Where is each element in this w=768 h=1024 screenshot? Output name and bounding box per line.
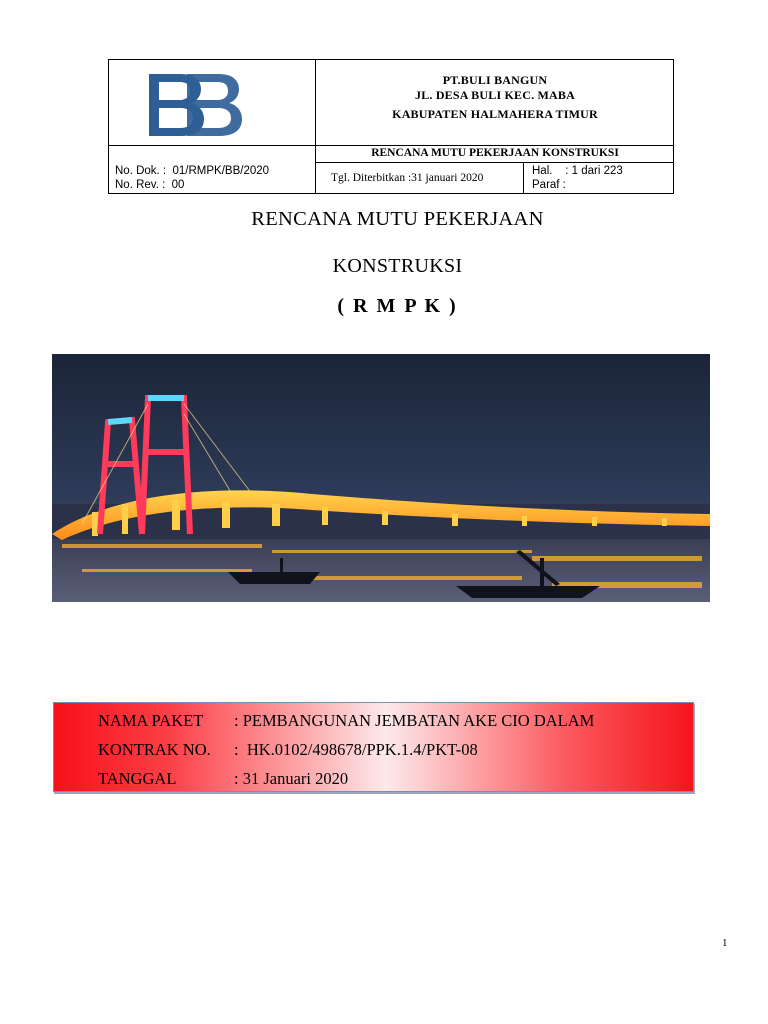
document-number: No. Dok. : 01/RMPK/BB/2020 [115,165,270,177]
page-number: 1 [722,937,728,949]
company-address: JL. DESA BULI KEC. MABA [415,88,575,102]
package-value: : PEMBANGUNAN JEMBATAN AKE CIO DALAM [234,711,595,730]
company-region: KABUPATEN HALMAHERA TIMUR [392,107,598,121]
title-abbreviation: ( R M P K ) [337,295,458,317]
paraf-field: Paraf : [532,179,566,191]
info-row-contract [98,740,478,760]
page-info-block [532,164,623,192]
divider [109,145,673,146]
date-value: : 31 Januari 2020 [234,769,349,788]
date-label: TANGGAL [98,769,177,788]
page-count: Hal. : 1 dari 223 [532,165,623,177]
company-logo [147,72,247,138]
contract-label: KONTRAK NO. [98,740,211,759]
document-header-table [108,59,674,194]
divider [523,162,524,194]
revision-number: No. Rev. : 00 [115,179,185,191]
divider [315,162,673,163]
document-type: RENCANA MUTU PEKERJAAN KONSTRUKSI [371,147,619,159]
main-title-second-line: KONSTRUKSI [332,255,463,277]
document-number-block [115,164,269,192]
info-row-package [98,711,594,731]
bridge-night-photo [52,354,710,602]
package-label: NAMA PAKET [98,711,204,730]
project-info-box [53,702,694,792]
company-name: PT.BULI BANGUN [442,73,548,87]
issue-date: Tgl. Diterbitkan :31 januari 2020 [331,172,484,184]
info-row-date [98,769,348,789]
contract-value: : HK.0102/498678/PPK.1.4/PKT-08 [234,740,478,759]
main-title: RENCANA MUTU PEKERJAAN [251,208,544,230]
